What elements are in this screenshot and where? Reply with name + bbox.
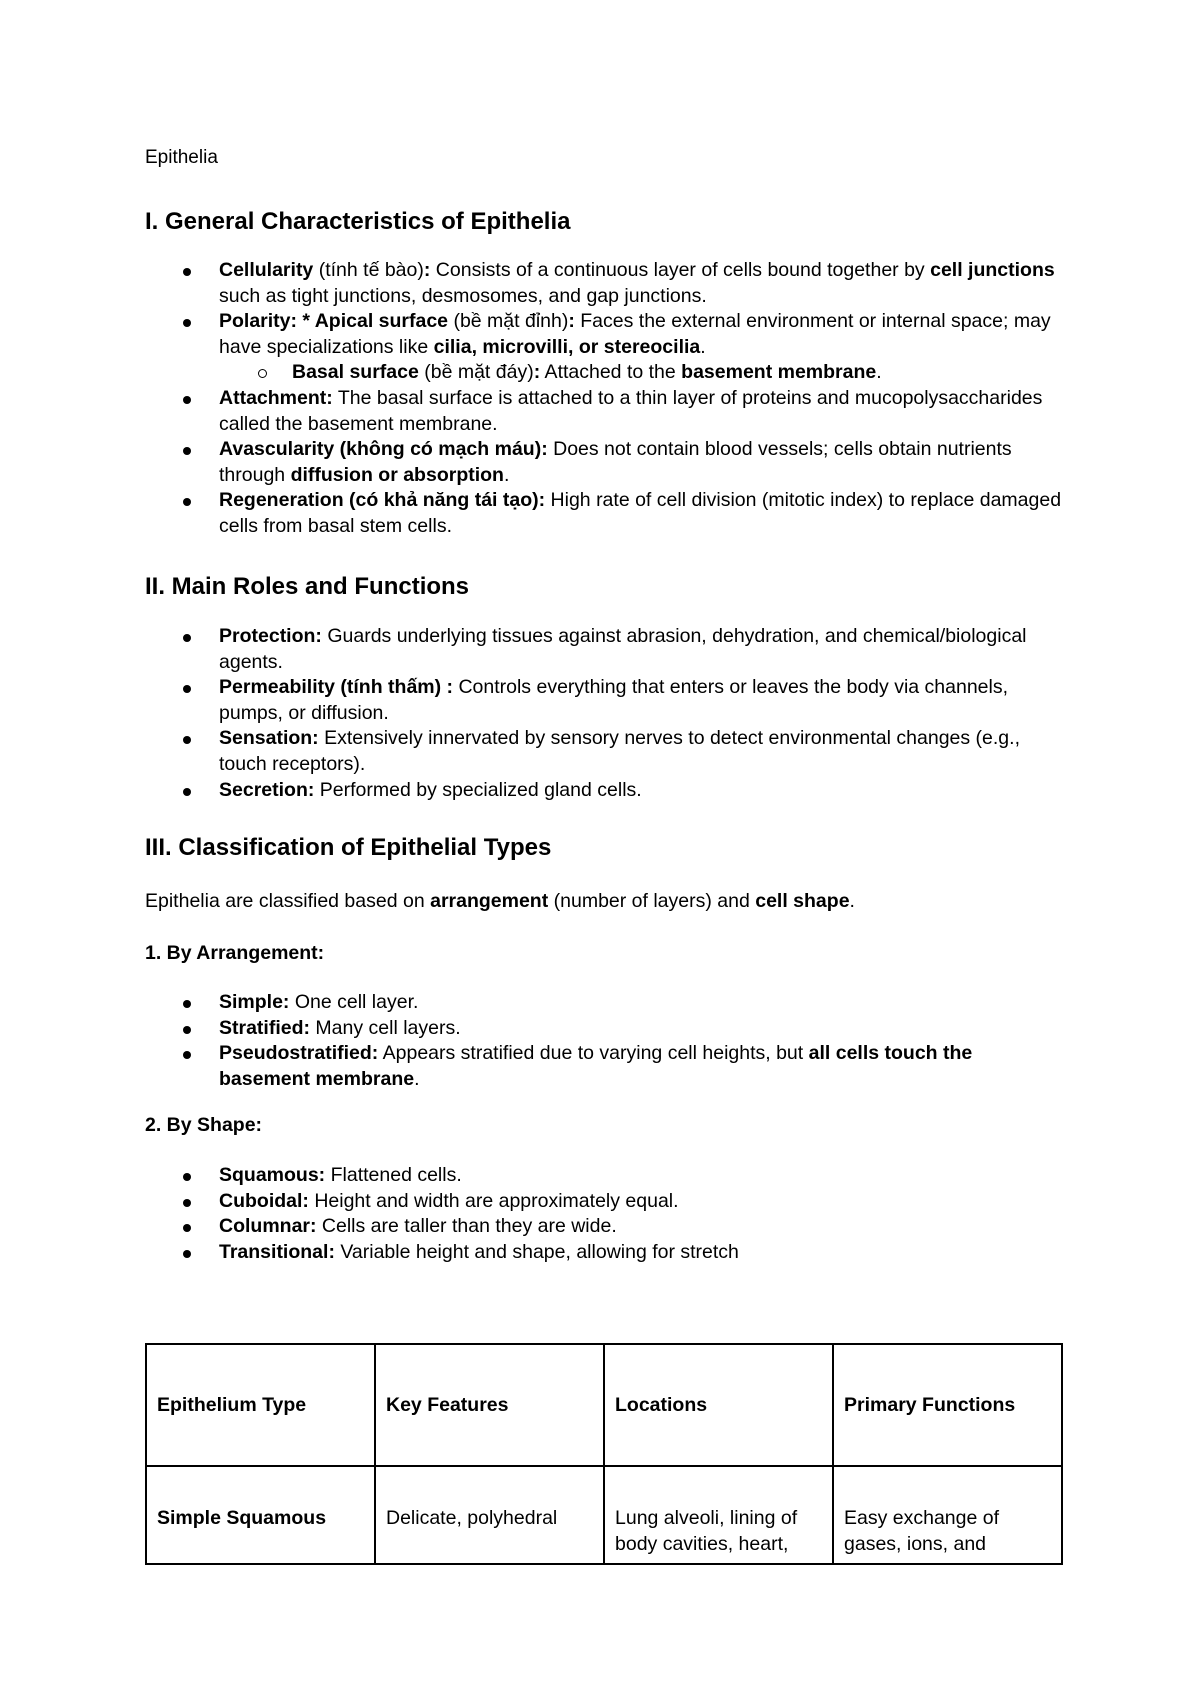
bullet-icon [183, 736, 191, 744]
shape-list [145, 1163, 1065, 1265]
bullet-icon [183, 788, 191, 796]
bullet-icon [183, 1000, 191, 1008]
table-header-cell: Locations [604, 1344, 833, 1466]
list-item: Transitional: Variable height and shape, allowing for stretch [145, 1240, 1065, 1266]
section-heading-classification: III. Classification of Epithelial Types [145, 834, 552, 861]
classification-intro: Epithelia are classified based on arrangement (number of layers) and cell shape. [145, 890, 855, 912]
list-item: Permeability (tính thấm) : Controls everything that enters or leaves the body via channels, pumps, or diffusion. [145, 675, 1065, 726]
section-heading-roles: II. Main Roles and Functions [145, 573, 470, 600]
table-cell: Easy exchange of gases, ions, and [833, 1466, 1062, 1564]
list-item: Avascularity (không có mạch máu): Does not contain blood vessels; cells obtain nutrients through diffusion or absorption. [145, 437, 1065, 488]
document-title: Epithelia [145, 147, 218, 168]
table-header-cell: Primary Functions [833, 1344, 1062, 1466]
list-item: Cellularity (tính tế bào): Consists of a continuous layer of cells bound together by cell junctions such as tight junctions, desmosomes, and gap junctions. [145, 258, 1065, 309]
bullet-icon [183, 1051, 191, 1059]
arrangement-list [145, 990, 1065, 1092]
bullet-icon [183, 268, 191, 276]
list-item: Attachment: The basal surface is attached to a thin layer of proteins and mucopolysaccharides called the basement membrane. [145, 386, 1065, 437]
list-item: Stratified: Many cell layers. [145, 1016, 1065, 1042]
table-header-cell: Epithelium Type [146, 1344, 375, 1466]
bullet-icon [183, 1173, 191, 1181]
table-cell: Lung alveoli, lining of body cavities, heart, [604, 1466, 833, 1564]
table-header-cell: Key Features [375, 1344, 604, 1466]
bullet-icon [183, 1224, 191, 1232]
list-item: Basal surface (bề mặt đáy): Attached to the basement membrane. [145, 360, 1065, 386]
table-header-row [146, 1344, 1062, 1466]
general-characteristics-list [145, 258, 1065, 540]
arrangement-heading: 1. By Arrangement: [145, 942, 325, 964]
list-item: Protection: Guards underlying tissues against abrasion, dehydration, and chemical/biological agents. [145, 624, 1065, 675]
table-row [146, 1466, 1062, 1564]
list-item: Secretion: Performed by specialized gland cells. [145, 778, 1065, 804]
bullet-icon [183, 498, 191, 506]
list-item: Pseudostratified: Appears stratified due to varying cell heights, but all cells touch the basement membrane. [145, 1041, 1065, 1092]
list-item: Polarity: * Apical surface (bề mặt đỉnh): Faces the external environment or internal space; may have specializations like cilia, microvilli, or stereocilia. [145, 309, 1065, 360]
bullet-icon [183, 319, 191, 327]
list-item: Cuboidal: Height and width are approximately equal. [145, 1189, 1065, 1215]
epithelium-table [145, 1343, 1063, 1565]
list-item: Columnar: Cells are taller than they are wide. [145, 1214, 1065, 1240]
shape-heading: 2. By Shape: [145, 1114, 263, 1136]
section-heading-general: I. General Characteristics of Epithelia [145, 208, 571, 235]
list-item: Simple: One cell layer. [145, 990, 1065, 1016]
bullet-icon [183, 1199, 191, 1207]
table-cell: Delicate, polyhedral [375, 1466, 604, 1564]
bullet-icon [183, 1026, 191, 1034]
bullet-icon [183, 447, 191, 455]
hollow-bullet-icon [258, 369, 267, 378]
table-cell: Simple Squamous [146, 1466, 375, 1564]
list-item: Regeneration (có khả năng tái tạo): High rate of cell division (mitotic index) to replace damaged cells from basal stem cells. [145, 488, 1065, 539]
bullet-icon [183, 685, 191, 693]
bullet-icon [183, 634, 191, 642]
list-item: Squamous: Flattened cells. [145, 1163, 1065, 1189]
bullet-icon [183, 1250, 191, 1258]
bullet-icon [183, 396, 191, 404]
list-item: Sensation: Extensively innervated by sensory nerves to detect environmental changes (e.g., touch receptors). [145, 726, 1065, 777]
roles-functions-list [145, 624, 1065, 803]
